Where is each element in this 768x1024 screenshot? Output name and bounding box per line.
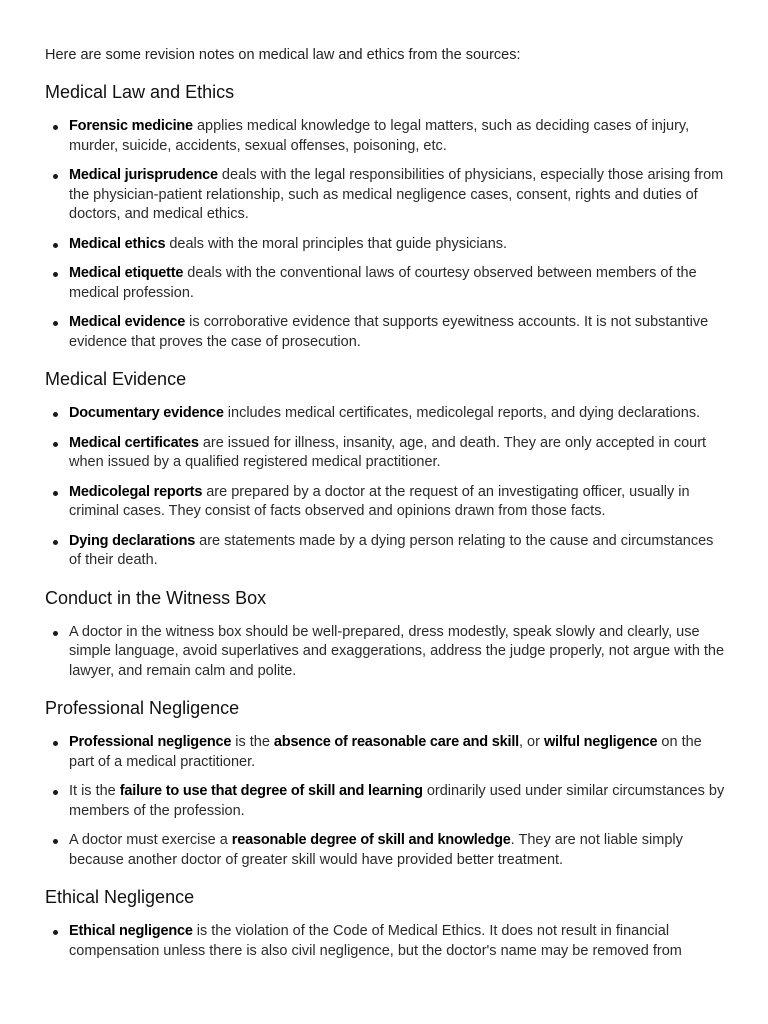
bullet-list-medical-evidence bbox=[45, 404, 728, 571]
bold-term: Documentary evidence bbox=[69, 405, 224, 421]
bullet-icon bbox=[53, 741, 58, 746]
bullet-icon bbox=[53, 839, 58, 844]
item-text: are statements made by a dying person relating to the cause and circumstances of their death. bbox=[69, 532, 714, 568]
bullet-icon bbox=[53, 125, 58, 130]
bullet-icon bbox=[53, 321, 58, 326]
bold-term: Medical ethics bbox=[69, 235, 166, 252]
section-heading-medical-evidence: Medical Evidence bbox=[45, 369, 187, 389]
bold-term: Ethical negligence bbox=[69, 923, 193, 939]
item-text: , or bbox=[518, 734, 544, 750]
item-text: is corroborative evidence that supports eyewitness accounts. It is not substantive evidence that proves the case of prosecution. bbox=[69, 314, 709, 350]
bullet-icon bbox=[53, 174, 58, 179]
item-text: includes medical certificates, medicolegal reports, and dying declarations. bbox=[223, 405, 701, 421]
list-item bbox=[45, 166, 728, 225]
bold-term: Forensic medicine bbox=[69, 118, 193, 134]
bullet-icon bbox=[53, 272, 58, 277]
item-text: deals with the moral principles that guide physicians. bbox=[165, 235, 508, 252]
item-text: are prepared by a doctor at the request of an investigating officer, usually in criminal cases. They consist of facts observed and opinions drawn from those facts. bbox=[69, 483, 690, 519]
bullet-list-conduct-in-the-witness-box bbox=[45, 623, 728, 682]
list-item bbox=[45, 404, 728, 424]
list-item bbox=[45, 264, 728, 303]
bullet-icon bbox=[53, 631, 58, 636]
item-text: is the violation of the Code of Medical Ethics. It does not result in financial compensation unless there is also civil negligence, but the doctor's name may be removed from bbox=[69, 923, 682, 959]
bold-term: wilful negligence bbox=[543, 734, 658, 750]
item-text: A doctor must exercise a bbox=[69, 832, 232, 848]
bold-term: Professional negligence bbox=[69, 734, 232, 750]
item-text: . They are not liable simply because another doctor of greater skill would have provided better treatment. bbox=[69, 832, 683, 868]
bold-term: failure to use that degree of skill and learning bbox=[119, 783, 423, 799]
bold-term: Medicolegal reports bbox=[69, 483, 203, 500]
item-text: on the part of a medical practitioner. bbox=[69, 734, 702, 770]
section-heading-medical-law-and-ethics: Medical Law and Ethics bbox=[45, 82, 235, 102]
list-item bbox=[45, 922, 728, 961]
list-item bbox=[45, 434, 728, 473]
list-item bbox=[45, 117, 728, 156]
bold-term: Medical jurisprudence bbox=[69, 167, 218, 183]
list-item bbox=[45, 532, 728, 571]
bullet-icon bbox=[53, 442, 58, 447]
bullet-list-ethical-negligence bbox=[45, 922, 728, 961]
list-item bbox=[45, 782, 728, 821]
list-item bbox=[45, 483, 728, 522]
item-text: ordinarily used under similar circumstances by members of the profession. bbox=[69, 783, 725, 819]
list-item bbox=[45, 313, 728, 352]
section-heading-conduct-in-the-witness-box: Conduct in the Witness Box bbox=[45, 587, 267, 608]
bold-term: Medical evidence bbox=[69, 314, 186, 330]
bullet-icon bbox=[53, 491, 58, 496]
bold-term: absence of reasonable care and skill bbox=[273, 734, 519, 750]
item-text: A doctor in the witness box should be well-prepared, dress modestly, speak slowly and clearly, use simple language, avoid superlatives and exaggerations, address the judge properly, not argue with the lawyer, and remain calm and polite. bbox=[69, 623, 725, 679]
bullet-icon bbox=[53, 412, 58, 417]
list-item bbox=[45, 623, 728, 682]
bullet-icon bbox=[53, 930, 58, 935]
notes-body bbox=[45, 81, 728, 961]
item-text: is the bbox=[231, 734, 274, 750]
bullet-icon bbox=[53, 243, 58, 248]
list-item bbox=[45, 733, 728, 772]
section-heading-professional-negligence: Professional Negligence bbox=[45, 698, 240, 718]
bullet-icon bbox=[53, 790, 58, 795]
item-text: deals with the legal responsibilities of physicians, especially those arising from the physician-patient relationship, such as medical negligence cases, consent, rights and duties of doctors, and medical ethics. bbox=[69, 167, 724, 222]
intro-text: Here are some revision notes on medical law and ethics from the sources: bbox=[45, 47, 521, 63]
item-text: deals with the conventional laws of courtesy observed between members of the medical profession. bbox=[69, 265, 697, 301]
list-item bbox=[45, 831, 728, 870]
item-text: are issued for illness, insanity, age, and death. They are only accepted in court when issued by a qualified registered medical practitioner. bbox=[69, 434, 707, 470]
bold-term: Medical certificates bbox=[69, 434, 199, 451]
bullet-list-medical-law-and-ethics bbox=[45, 117, 728, 352]
bullet-list-professional-negligence bbox=[45, 733, 728, 870]
item-text: It is the bbox=[69, 783, 120, 799]
bold-term: Medical etiquette bbox=[69, 265, 184, 281]
section-heading-ethical-negligence: Ethical Negligence bbox=[45, 887, 195, 907]
bold-term: reasonable degree of skill and knowledge bbox=[231, 832, 511, 848]
list-item bbox=[45, 235, 728, 255]
bullet-icon bbox=[53, 540, 58, 545]
bold-term: Dying declarations bbox=[69, 532, 196, 549]
item-text: applies medical knowledge to legal matters, such as deciding cases of injury, murder, suicide, accidents, sexual offenses, poisoning, etc. bbox=[69, 118, 690, 154]
